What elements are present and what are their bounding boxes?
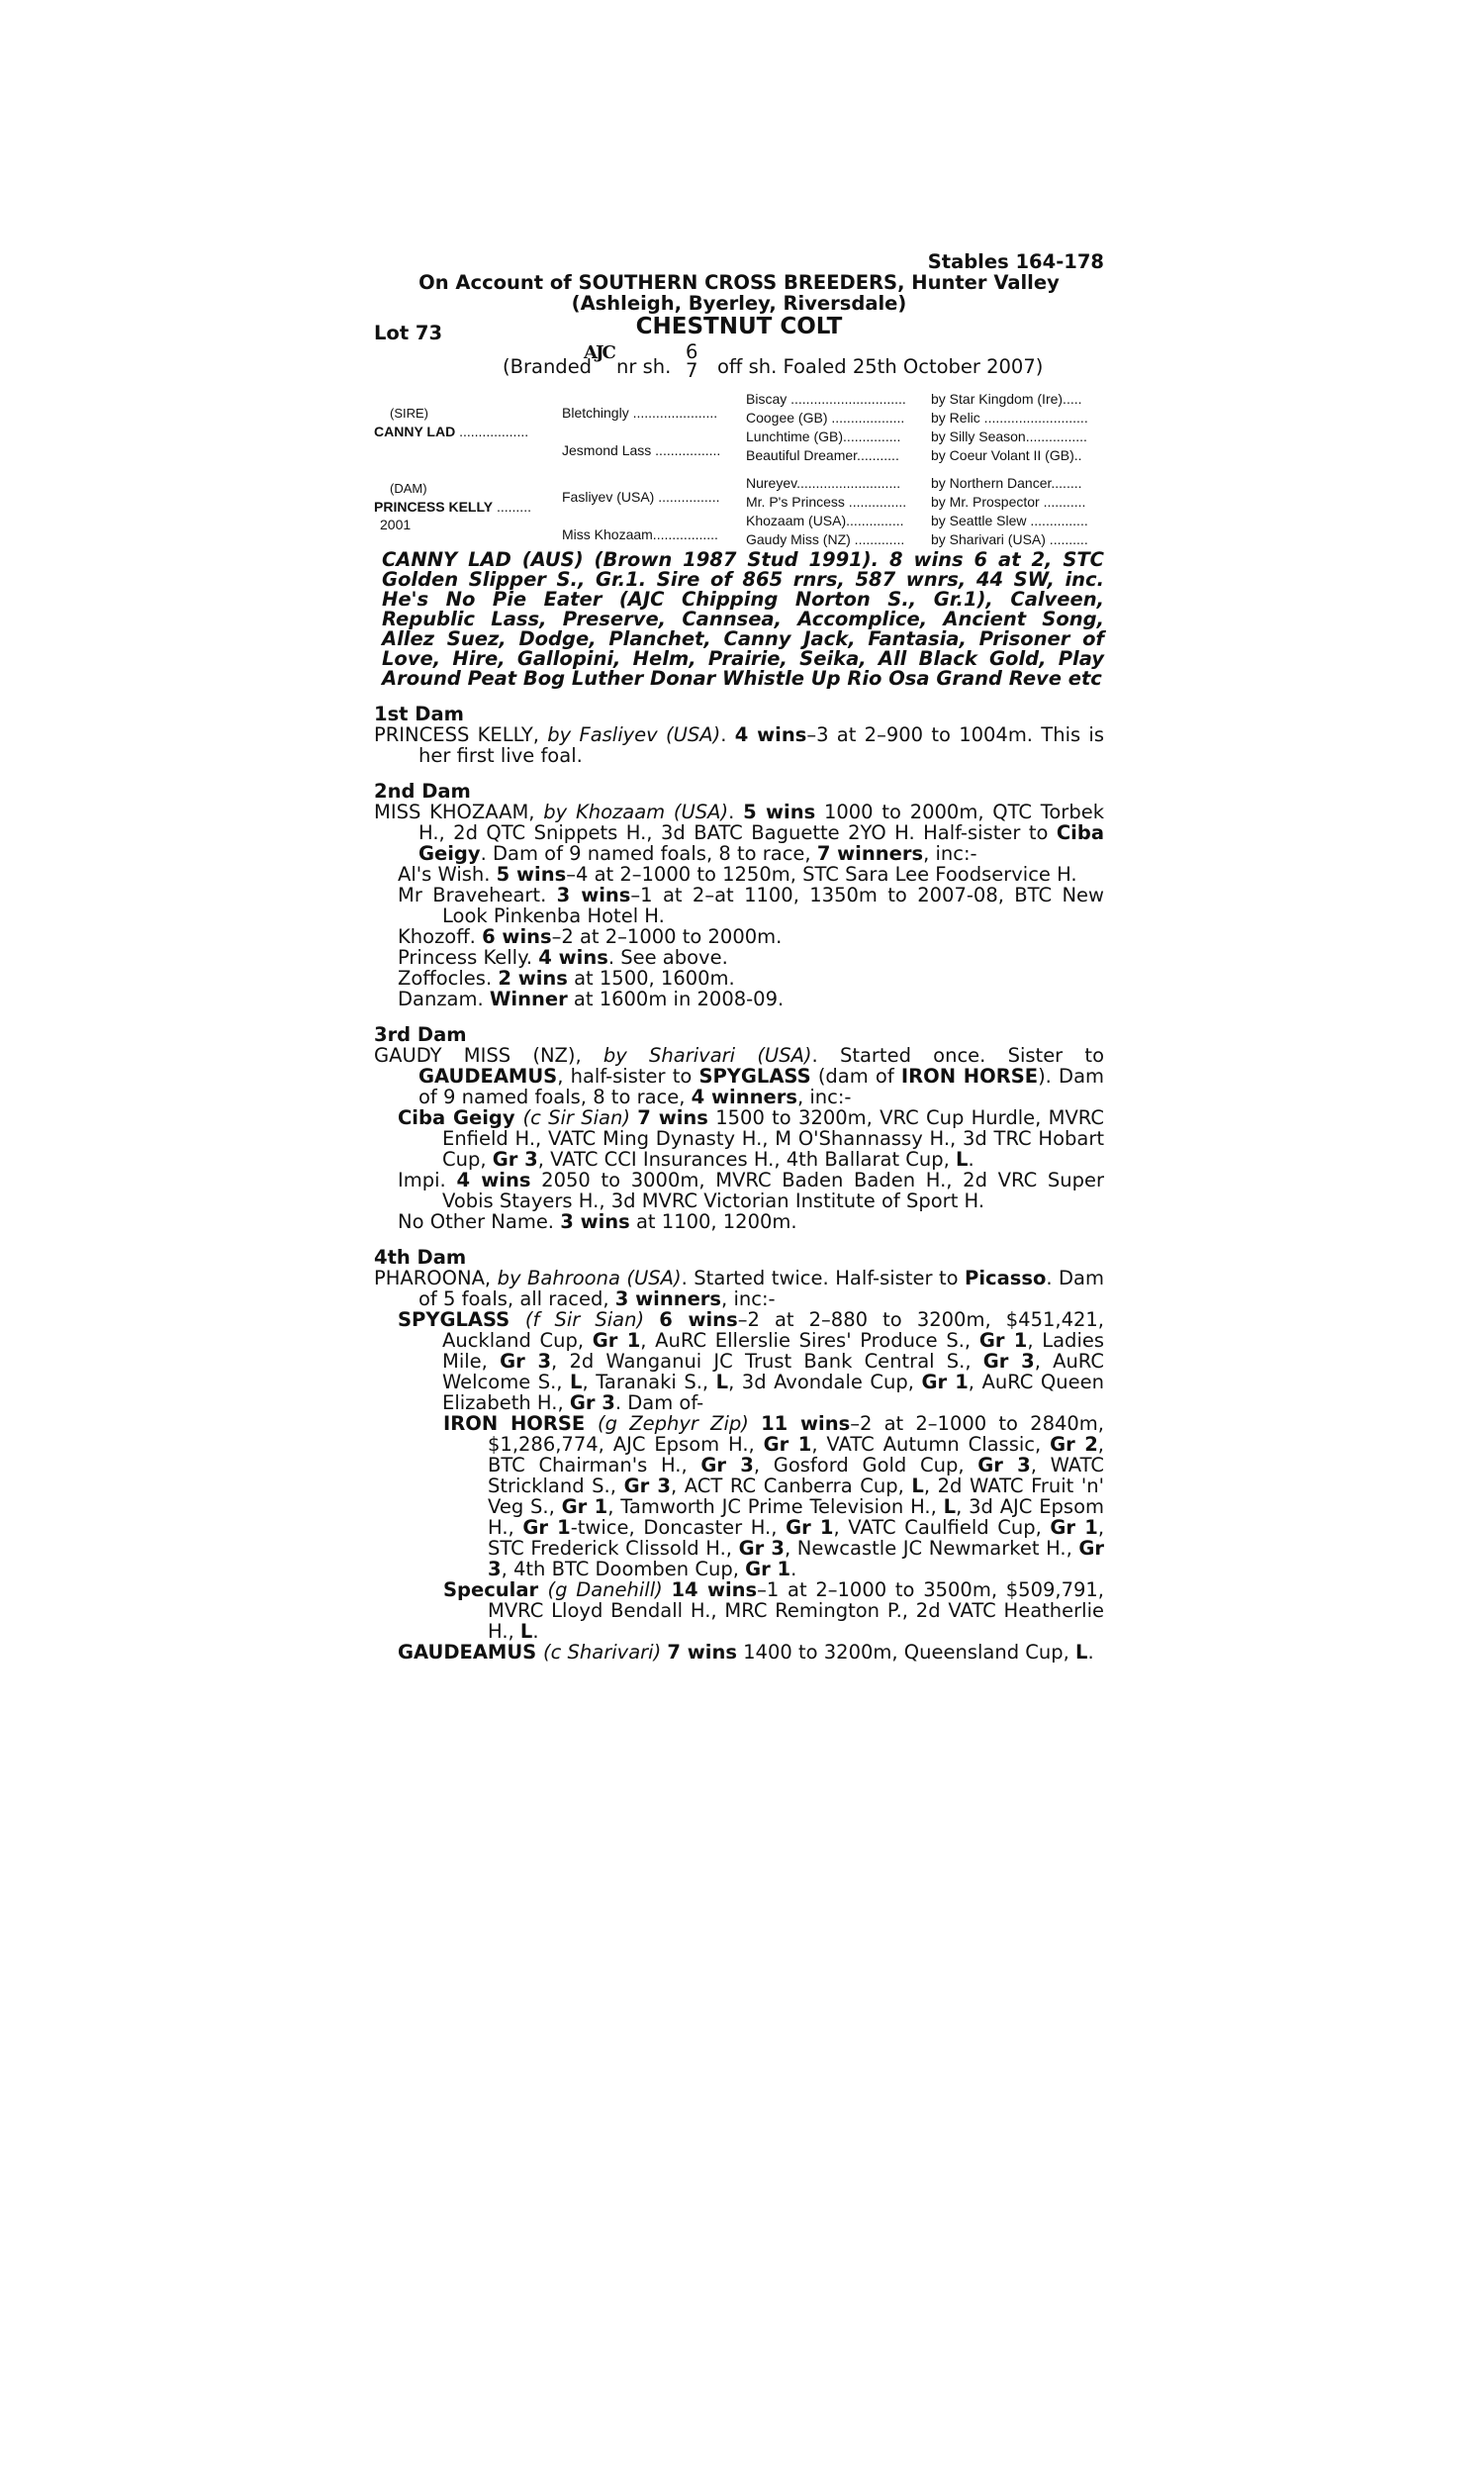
gggp-7: by Seattle Slew ............... — [931, 513, 1088, 528]
ggp-4: Beautiful Dreamer........... — [746, 447, 899, 463]
sire-dots: .................. — [459, 424, 529, 439]
gggp-1: by Star Kingdom (Ire)..... — [931, 391, 1082, 407]
off-side-foaled: off sh. Foaled 25th October 2007) — [717, 355, 1044, 378]
third-dam-text: GAUDY MISS (NZ), by Sharivari (USA). Started once. Sister to GAUDEAMUS, half-sister to SPYGLASS (dam of IRON HORSE). Dam of 9 named foals, 8 to race, 4 winners, inc:- — [374, 1044, 1105, 1108]
progeny-entry: Al's Wish. 5 wins–4 at 2–1000 to 1250m, STC Sara Lee Foodservice H. — [398, 863, 1077, 886]
lot-number: Lot 73 — [374, 322, 443, 344]
fraction-top: 6 — [686, 340, 698, 363]
sire-stats: CANNY LAD (AUS) (Brown 1987 Stud 1991). 8 wins 6 at 2, STC Golden Slipper S., Gr.1. Sire of 865 rnrs, 587 wnrs, 44 SW, inc. He's No Pie Eater (AJC Chipping Norton S., Gr.1), Calveen, Republic Lass, Preserve, Cannsea, Accomplice, Ancient Song, Allez Suez, Dodge, Planchet, Canny Jack, Fantasia, Prisoner of Love, Hire, Gallopini, Helm, Prairie, Seika, All Black Gold, Play Around Peat Bog Luther Donar Whistle Up Rio Osa Grand Reve etc — [382, 548, 1104, 690]
progeny-entry: Ciba Geigy (c Sir Sian) 7 wins 1500 to 3200m, VRC Cup Hurdle, MVRC Enfield H., VATC Ming Dynasty H., M O'Shannassy H., 3d TRC Hobart Cup, Gr 3, VATC CCI Insurances H., 4th Ballarat Cup, L. — [398, 1106, 1104, 1171]
first-dam-heading: 1st Dam — [374, 703, 464, 725]
ggp-2: Coogee (GB) ................... — [746, 410, 905, 426]
ggp-8: Gaudy Miss (NZ) ............. — [746, 531, 905, 547]
gggp-3: by Silly Season................ — [931, 428, 1087, 444]
dam-sire: Fasliyev (USA) ................ — [562, 489, 720, 505]
gggp-8: by Sharivari (USA) .......... — [931, 531, 1088, 547]
ajc-brand-icon: AJC — [584, 342, 614, 363]
dam-tag: (DAM) — [390, 481, 427, 496]
dam-year: 2001 — [380, 517, 412, 532]
brand-fraction — [686, 342, 697, 380]
dam-name: PRINCESS KELLY — [374, 499, 494, 515]
progeny-entry: SPYGLASS (f Sir Sian) 6 wins–2 at 2–880 to 3200m, $451,421, Auckland Cup, Gr 1, AuRC Ellerslie Sires' Produce S., Gr 1, Ladies Mile, Gr 3, 2d Wanganui JC Trust Bank Central S., Gr 3, AuRC Welcome S., L, Taranaki S., L, 3d Avondale Cup, Gr 1, AuRC Queen Elizabeth H., Gr 3. Dam of- — [398, 1308, 1105, 1414]
dam-dam: Miss Khozaam................. — [562, 526, 718, 542]
third-dam-heading: 3rd Dam — [374, 1023, 467, 1046]
progeny-entry: Impi. 4 wins 2050 to 3000m, MVRC Baden Baden H., 2d VRC Super Vobis Stayers H., 3d MVRC Victorian Institute of Sport H. — [398, 1169, 1105, 1212]
dam-name-row — [374, 498, 531, 517]
progeny-entry: IRON HORSE (g Zephyr Zip) 11 wins–2 at 2–1000 to 2840m, $1,286,774, AJC Epsom H., Gr 1, VATC Autumn Classic, Gr 2, BTC Chairman's H., Gr 3, Gosford Gold Cup, Gr 3, WATC Strickland S., Gr 3, ACT RC Canberra Cup, L, 2d WATC Fruit 'n' Veg S., Gr 1, Tamworth JC Prime Television H., L, 3d AJC Epsom H., Gr 1-twice, Doncaster H., Gr 1, VATC Caulfield Cup, Gr 1, STC Frederick Clissold H., Gr 3, Newcastle JC Newmarket H., Gr 3, 4th BTC Doomben Cup, Gr 1. — [443, 1412, 1105, 1580]
branded-label: (Branded — [503, 355, 593, 378]
sire-sire: Bletchingly ...................... — [562, 405, 718, 421]
sire-tag: (SIRE) — [390, 406, 428, 421]
progeny-entry: Danzam. Winner at 1600m in 2008-09. — [398, 988, 785, 1010]
lot-title-row — [374, 314, 1104, 346]
catalogue-page — [374, 251, 1104, 1663]
second-dam-heading: 2nd Dam — [374, 780, 471, 803]
lot-title: CHESTNUT COLT — [635, 314, 843, 339]
ggp-1: Biscay .............................. — [746, 391, 906, 407]
gggp-4: by Coeur Volant II (GB).. — [931, 447, 1082, 463]
sire-name: CANNY LAD — [374, 424, 456, 439]
near-side-label: nr sh. — [616, 355, 672, 378]
vendor-line: On Account of SOUTHERN CROSS BREEDERS, Hunter Valley — [418, 271, 1060, 294]
fraction-bottom: 7 — [686, 359, 698, 382]
dam-dots: ......... — [496, 499, 531, 515]
fourth-dam-text: PHAROONA, by Bahroona (USA). Started twice. Half-sister to Picasso. Dam of 5 foals, all raced, 3 winners, inc:- — [374, 1267, 1104, 1310]
progeny-entry: Zoffocles. 2 wins at 1500, 1600m. — [398, 967, 735, 990]
second-dam-text: MISS KHOZAAM, by Khozaam (USA). 5 wins 1000 to 2000m, QTC Torbek H., 2d QTC Snippets H., 3d BATC Baguette 2YO H. Half-sister to Ciba Geigy. Dam of 9 named foals, 8 to race, 7 winners, inc:- — [374, 801, 1104, 865]
progeny-entry: Princess Kelly. 4 wins. See above. — [398, 946, 728, 969]
brand-line — [374, 340, 1104, 388]
progeny-entry: Khozoff. 6 wins–2 at 2–1000 to 2000m. — [398, 925, 783, 948]
fourth-dam-heading: 4th Dam — [374, 1246, 467, 1269]
first-dam-text: PRINCESS KELLY, by Fasliyev (USA). 4 wins–3 at 2–900 to 1004m. This is her first live foal. — [374, 723, 1105, 767]
progeny-entry: Mr Braveheart. 3 wins–1 at 2–at 1100, 1350m to 2007-08, BTC New Look Pinkenba Hotel H. — [398, 884, 1104, 927]
progeny-entry: No Other Name. 3 wins at 1100, 1200m. — [398, 1210, 797, 1233]
progeny-entry: Specular (g Danehill) 14 wins–1 at 2–1000 to 3500m, $509,791, MVRC Lloyd Bendall H., MRC Remington P., 2d VATC Heatherlie H., L. — [443, 1578, 1104, 1643]
gggp-6: by Mr. Prospector ........... — [931, 494, 1086, 510]
stables-label: Stables 164-178 — [927, 250, 1104, 273]
sire-name-row — [374, 423, 528, 441]
sire-dam: Jesmond Lass ................. — [562, 442, 721, 458]
gggp-2: by Relic ........................... — [931, 410, 1088, 426]
ggp-7: Khozaam (USA)............... — [746, 513, 904, 528]
pedigree-table — [374, 390, 1104, 546]
ggp-3: Lunchtime (GB)............... — [746, 428, 901, 444]
gggp-5: by Northern Dancer........ — [931, 475, 1082, 491]
ggp-6: Mr. P's Princess ............... — [746, 494, 907, 510]
progeny-entry: GAUDEAMUS (c Sharivari) 7 wins 1400 to 3200m, Queensland Cup, L. — [398, 1641, 1094, 1664]
ggp-5: Nureyev........................... — [746, 475, 901, 491]
farms-line: (Ashleigh, Byerley, Riversdale) — [571, 292, 907, 315]
